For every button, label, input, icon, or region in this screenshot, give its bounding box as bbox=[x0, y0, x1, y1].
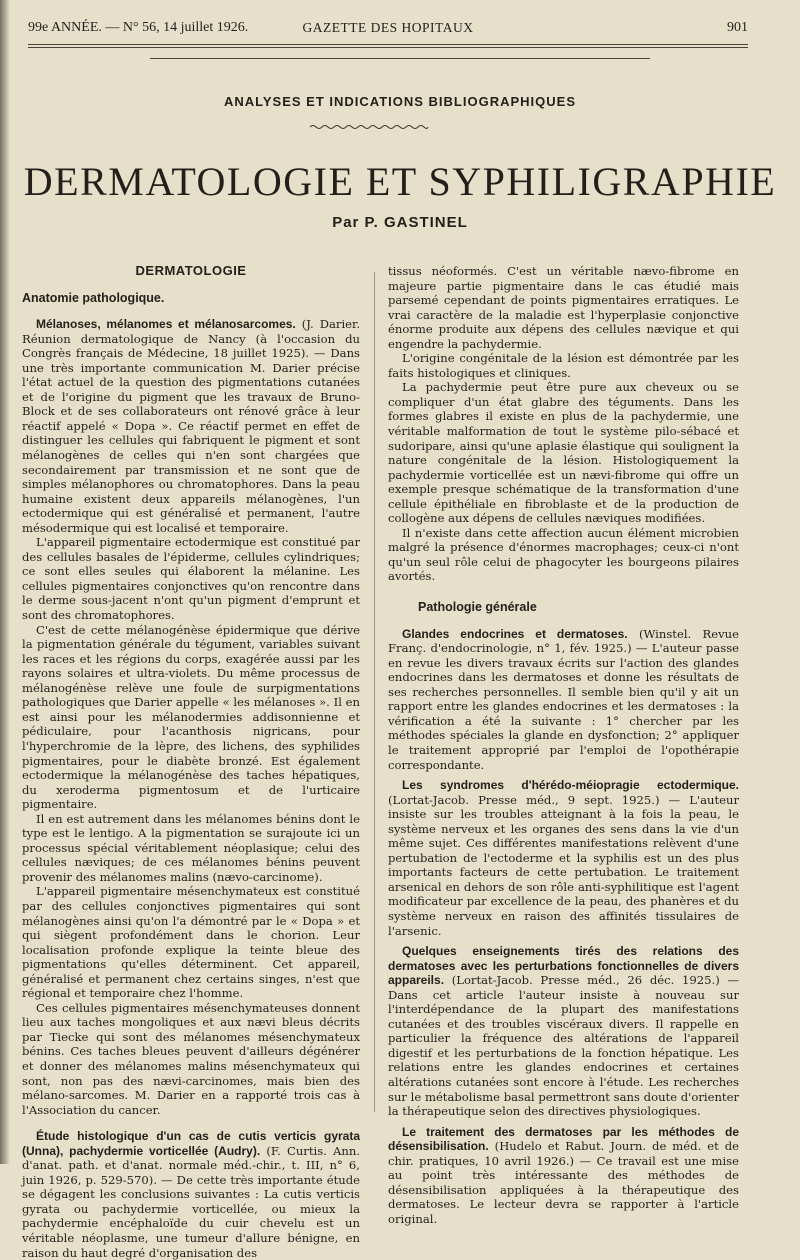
paragraph: Il n'existe dans cette affection aucun élément microbien malgré la présence d'énormes macrophages; ceux-ci n'ont qu'un seul rôle celui de phagocyter les bourgeons pilaires avortés. bbox=[388, 525, 739, 584]
entry-glandes-endocrines bbox=[388, 627, 739, 772]
column-divider bbox=[374, 272, 375, 1112]
byline: Par P. GASTINEL bbox=[332, 214, 468, 231]
entry-enseignements bbox=[388, 944, 739, 1119]
entry-title: Le traitement des dermatoses par les méthodes de désensibilisation. bbox=[388, 1124, 739, 1154]
entry-reference: (J. Darier. Réunion dermatologique de Nancy (à l'occasion du Congrès français de Médecine, 18 juillet 1925). bbox=[22, 317, 361, 361]
entry-reference: (Winstel. Revue Franç. d'endocrinologie, n° 1, fév. 1925.) bbox=[388, 626, 739, 656]
entry-reference: (Hudelo et Rabut. Journ. de méd. et de chir. pratiques, 10 avril 1926.) bbox=[388, 1139, 739, 1168]
paragraph: Ces cellules pigmentaires mésenchymateuses donnent lieu aux taches mongoliques et aux nævi bleus décrits par Tiecke qui sont des mélanomes mésenchymateux bénins. Ces taches bleues peuvent d'ailleurs dégénérer et donner des mélanomes malins mésenchymateux qui sont, non pas des nævi-carcinomes, mais bien des mélano-sarcomes. M. Darier en a rapporté trois cas à l'Association du cancer. bbox=[22, 1000, 360, 1117]
page-number: 901 bbox=[727, 20, 748, 35]
section-heading: DERMATOLOGIE bbox=[135, 263, 247, 278]
entry-reference: (F. Curtis. Ann. d'anat. path. et d'anat. normale méd.-chir., t. III, n° 6, juin 1926, p. 529-570). bbox=[22, 1143, 360, 1187]
entry-reference: (Lortat-Jacob. Presse méd., 26 déc. 1925.) bbox=[451, 973, 720, 988]
paragraph: tissus néoformés. C'est un véritable nævo-fibrome en majeure partie pigmentaire dans le cas étudié mais parsemé cependant de points pigmentaires erratiques. Le vrai caractère de la maladie est l'hyperplasie conjonctive énorme produite aux dépens des cellules nævique et qui engendre la pachydermie. bbox=[388, 264, 739, 351]
paragraph: La pachydermie peut être pure aux cheveux ou se compliquer d'un état glabre des téguments. Dans les formes glabres il existe en plus de la pachydermie, une véritable malformation de tout le système pilo-sébacé et sudoripare, ainsi qu'une aplasie élastique qui soulignent la nature congénitale de la lésion. Histologiquement la pachydermie vorticellée est un nævi-fibrome qui offre un exemple presque schématique de la transformation d'une cellule épithéliale en fibroblaste et de la production de collogène aux dépens de cellules næviques modifiées. bbox=[388, 380, 739, 526]
subsection-heading: Pathologie générale bbox=[418, 600, 537, 615]
entry-cutis-verticis bbox=[22, 1129, 360, 1260]
article-title: DERMATOLOGIE ET SYPHILIGRAPHIE bbox=[23, 159, 777, 204]
subsection-heading: Anatomie pathologique. bbox=[22, 290, 165, 305]
header-rule-thin bbox=[150, 58, 650, 59]
paragraph: L'origine congénitale de la lésion est démontrée par les faits histologiques et cliniques. bbox=[388, 351, 739, 380]
entry-body: — De cette très importante étude se dégagent les conclusions suivantes : La cutis verticis gyrata ou pachydermie vorticellée, ou mieux la pachydermie encéphaloïde du cuir chevelu est un véritable néoplasme, une tumeur d'allure bénigne, en raison du haut degré d'organisation des bbox=[22, 1172, 360, 1260]
journal-name: GAZETTE DES HOPITAUX bbox=[302, 20, 474, 35]
left-column bbox=[22, 264, 360, 1260]
entry-heredo-meiopragie bbox=[388, 778, 739, 938]
entry-melanoses bbox=[22, 317, 360, 535]
entry-title: Mélanoses, mélanomes et mélanosarcomes. bbox=[36, 317, 296, 332]
header-rule bbox=[28, 44, 748, 45]
section-kicker: ANALYSES ET INDICATIONS BIBLIOGRAPHIQUES bbox=[223, 94, 577, 109]
entry-title: Glandes endocrines et dermatoses. bbox=[402, 626, 628, 641]
entry-title: Les syndromes d'hérédo-méiopragie ectodermique. bbox=[402, 778, 739, 793]
right-column bbox=[388, 264, 739, 1226]
entry-body: — L'auteur passe en revue les divers travaux écrits sur l'action des glandes endocrines dans les dermatoses et donne les résultats de ses recherches personnelles. Il semble bien qu'il y ait un rapport entre les glandes endocrines et les dermatoses : la vérification a été la suivante : 1° chercher par les méthodes spéciales la glande en dysfonction; 2° appliquer le traitement approprié par l'emploi de l'opothérapie correspondante. bbox=[388, 641, 739, 772]
entry-desensibilisation bbox=[388, 1125, 739, 1227]
wavy-ornament bbox=[310, 124, 428, 130]
paragraph: C'est de cette mélanogénèse épidermique que dérive la pigmentation générale du tégument, variables suivant les races et les régions du corps, exagérée aussi par les rayons solaires et ultra-violets. Du même processus de mélanogénèse relève une foule de surpigmentations pathologiques que Darier appelle « les mélanoses ». Il en est ainsi pour les mélanodermies addisonnienne et pédiculaire, pour l'acanthosis nigricans, pour l'hyperchromie de la lèpre, des lichens, des syphilides pigmentaires, pour le diabète bronzé. Est également ectodermique la mélanogénèse des taches hépatiques, du xeroderma pigmentosum et de l'urticaire pigmentaire. bbox=[22, 622, 360, 812]
entry-title: Étude histologique d'un cas de cutis verticis gyrata (Unna), pachydermie vorticellée (Audry). bbox=[22, 1129, 360, 1158]
paragraph: Il en est autrement dans les mélanomes bénins dont le type est le lentigo. A la pigmentation se surajoute ici un processus spécial véritablement néoplasique; celui des cellules næviques; de ces mélanomes bénins peuvent provenir des mélanomes malins (nævo-carcinome). bbox=[22, 811, 360, 884]
entry-title: Quelques enseignements tirés des relations des dermatoses avec les perturbations fonctionnelles de divers appareils. bbox=[388, 944, 739, 988]
entry-body: — Ce travail est une mise au point très intéressante des méthodes de désensibilisation appliquées à la thérapeutique des dermatoses. Le lecteur devra se rapporter à l'article original. bbox=[388, 1153, 739, 1226]
entry-reference: (Lortat-Jacob. Presse méd., 9 sept. 1925.) bbox=[388, 792, 660, 807]
paragraph: L'appareil pigmentaire mésenchymateux est constitué par des cellules conjonctives pigmentaires qui sont mélanogènes ainsi qu'on l'a démontré par le « Dopa » et qui siègent profondément dans le chorion. Leur localisation profonde explique la teinte bleue des pigmentations qu'elles déterminent. Cet appareil, généralisé et permanent chez certains singes, n'est que régional et temporaire chez l'homme. bbox=[22, 884, 360, 1001]
volume-issue: 99e ANNÉE. — N° 56, 14 juillet 1926. bbox=[28, 20, 249, 35]
running-head bbox=[28, 18, 748, 40]
header-rule-double bbox=[28, 47, 748, 48]
entry-body: — Dans une très importante communication M. Darier précise l'état actuel de la question des pigmentations cutanées et de l'origine du pigment que les travaux de Bruno-Block et de ses collaborateurs ont rénové grâce à leur réactif appelé « Dopa ». Ce réactif permet en effet de distinguer les cellules qui fabriquent le pigment et sont mélanogènes de celles qui n'en sont chargées que secondairement par transmission et ne sont que de simples mélanophores ou chromatophores. Dans la peau humaine existent deux appareils mélanogènes, l'un ectodermique qui est généralisé et permanent, l'autre mésodermique qui est localisé et temporaire. bbox=[22, 346, 360, 535]
entry-body: — Dans cet article l'auteur insiste à nouveau sur l'interdépendance de la plupart des manifestations cutanées et des troubles viscéraux divers. Il rappelle en particulier la fréquence des altérations de l'appareil digestif et les perturbations de la fonction hépatique. Les relations entre les glandes endocrines et certaines altérations cutanées sont encore à l'étude. Les recherches sur le métabolisme basal permettront sans doute d'orienter la thérapeutique selon des directives physiologiques. bbox=[388, 973, 739, 1119]
entry-body: — L'auteur insiste sur les troubles atteignant à la fois la peau, le système nerveux et les organes des sens dans la vie d'un même sujet. Ces différentes manifestations relèvent d'une pertubation de l'ectoderme et la syphilis est un des plus importants facteurs de cette pertubation. Le traitement arsenical en dehors de son rôle anti-syphilitique est l'agent modificateur par excellence de la peau, des phanères et du système nerveux en raison des affinités tissulaires de l'arsenic. bbox=[388, 792, 739, 938]
paragraph: L'appareil pigmentaire ectodermique est constitué par des cellules basales de l'épiderme, cellules cylindriques; ce sont elles seules qui élaborent la mélanine. Les cellules pigmentaires conjonctives qu'on rencontre dans le derme sous-jacent n'ont qu'un pigment d'emprunt et sont des chromatophores. bbox=[22, 535, 360, 623]
